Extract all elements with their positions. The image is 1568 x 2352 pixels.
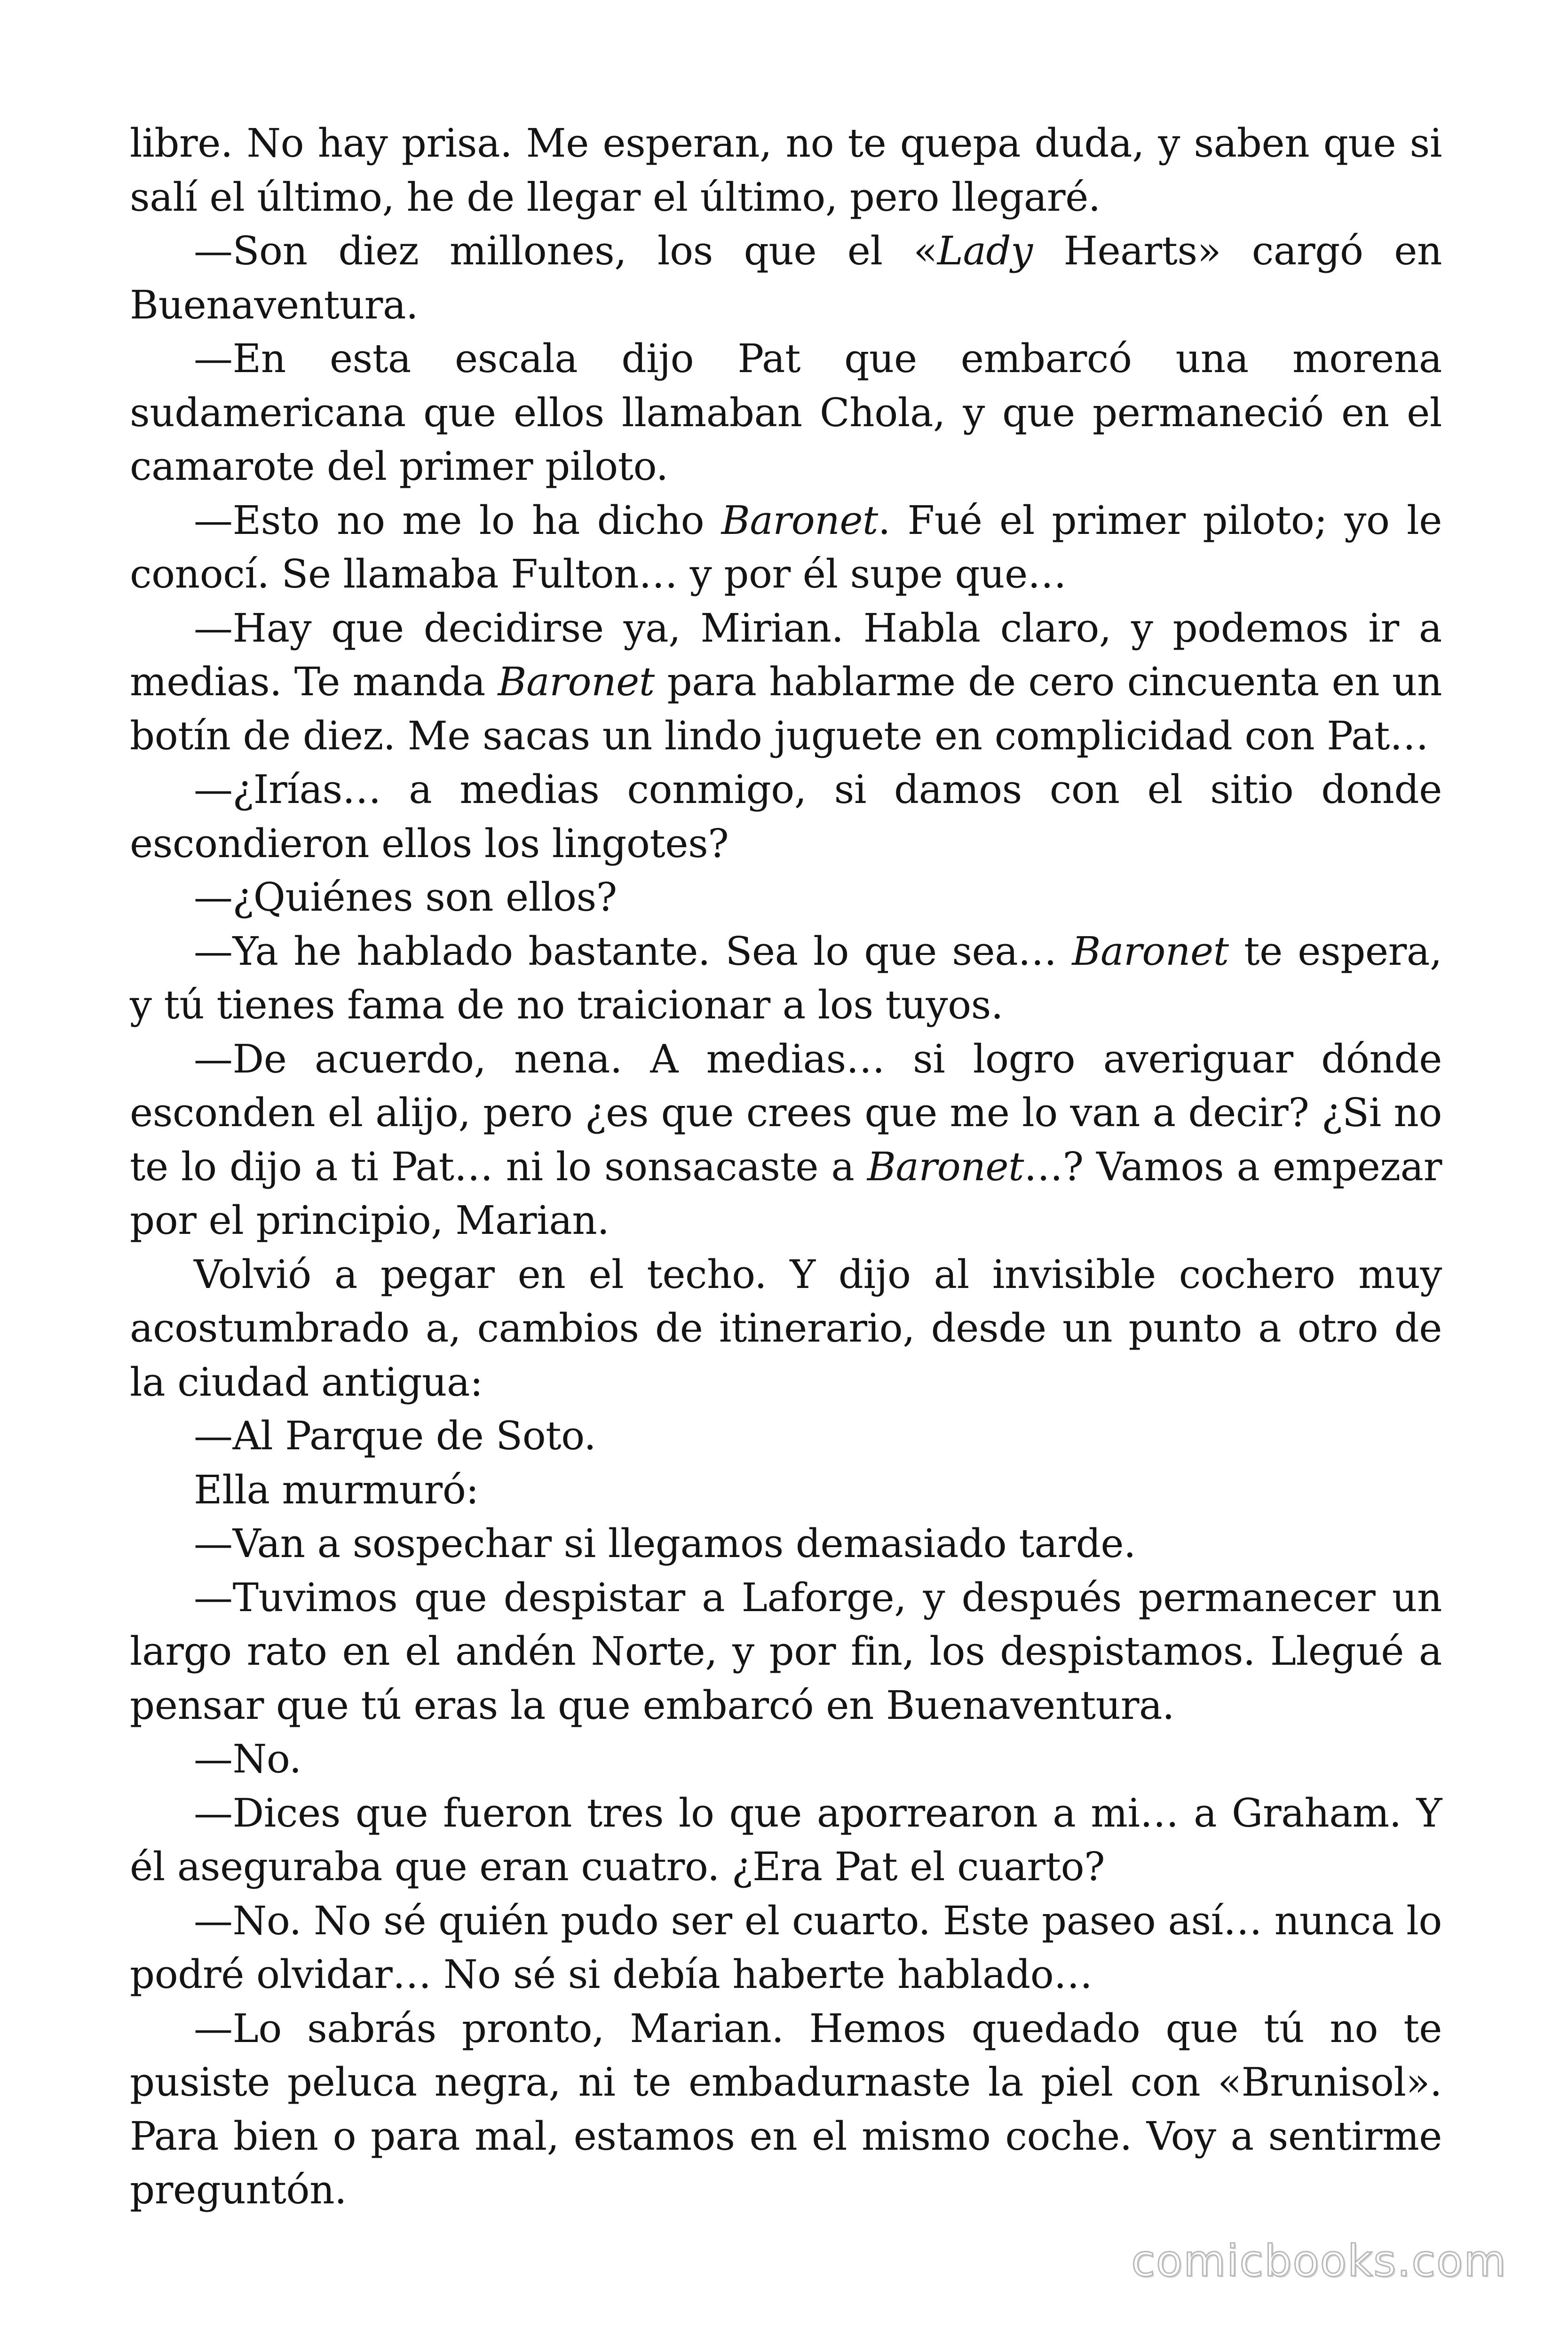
- paragraph: —¿Irías… a medias conmigo, si damos con el sitio donde escondieron ellos los lingotes?: [130, 767, 1442, 866]
- paragraph: —Tuvimos que despistar a Laforge, y después permanecer un largo rato en el andén Norte, y por fin, los despistamos. Llegué a pensar que tú eras la que embarcó en Buenaventura.: [130, 1574, 1442, 1728]
- paragraph: Volvió a pegar en el techo. Y dijo al invisible cochero muy acostumbrado a, cambios de itinerario, desde un punto a otro de la ciudad antigua:: [130, 1251, 1442, 1405]
- paragraph: —Lo sabrás pronto, Marian. Hemos quedado que tú no te pusiste peluca negra, ni te embadurnaste la piel con «Brunisol». Para bien o para mal, estamos en el mismo coche. Voy a sentirme preguntón.: [130, 2005, 1442, 2213]
- paragraph: —De acuerdo, nena. A medias… si logro averiguar dónde esconden el alijo, pero ¿es que crees que me lo van a decir? ¿Si no te lo dijo a ti Pat… ni lo sonsacaste a Baronet…? Vamos a empezar por el principio, Marian.: [130, 1036, 1442, 1243]
- body-text: [130, 117, 1442, 2217]
- paragraph: —¿Quiénes son ellos?: [194, 874, 617, 920]
- paragraph: —Esto no me lo ha dicho Baronet. Fué el primer piloto; yo le conocí. Se llamaba Fulton… y por él supe que…: [130, 497, 1442, 597]
- paragraph: Ella murmuró:: [194, 1467, 479, 1513]
- paragraph: libre. No hay prisa. Me esperan, no te quepa duda, y saben que si salí el último, he de llegar el último, pero llegaré.: [130, 120, 1442, 220]
- paragraph: —No.: [194, 1736, 301, 1782]
- paragraph: —Ya he hablado bastante. Sea lo que sea… Baronet te espera, y tú tienes fama de no traicionar a los tuyos.: [130, 928, 1442, 1028]
- paragraph: —Son diez millones, los que el «Lady Hearts» cargó en Buenaventura.: [130, 228, 1442, 328]
- paragraph: —En esta escala dijo Pat que embarcó una morena sudamericana que ellos llamaban Chola, y que permaneció en el camarote del primer piloto.: [130, 336, 1442, 489]
- paragraph: —Dices que fueron tres lo que aporrearon a mi… a Graham. Y él aseguraba que eran cuatro. ¿Era Pat el cuarto?: [130, 1790, 1442, 1890]
- paragraph: —Hay que decidirse ya, Mirian. Habla claro, y podemos ir a medias. Te manda Baronet para hablarme de cero cincuenta en un botín de diez. Me sacas un lindo juguete en complicidad con Pat…: [130, 605, 1442, 759]
- watermark: comicbooks.com: [1131, 2236, 1507, 2286]
- paragraph: —Al Parque de Soto.: [194, 1413, 596, 1459]
- paragraph: —Van a sospechar si llegamos demasiado tarde.: [194, 1521, 1136, 1566]
- paragraph: —No. No sé quién pudo ser el cuarto. Este paseo así… nunca lo podré olvidar… No sé si debía haberte hablado…: [130, 1898, 1442, 1997]
